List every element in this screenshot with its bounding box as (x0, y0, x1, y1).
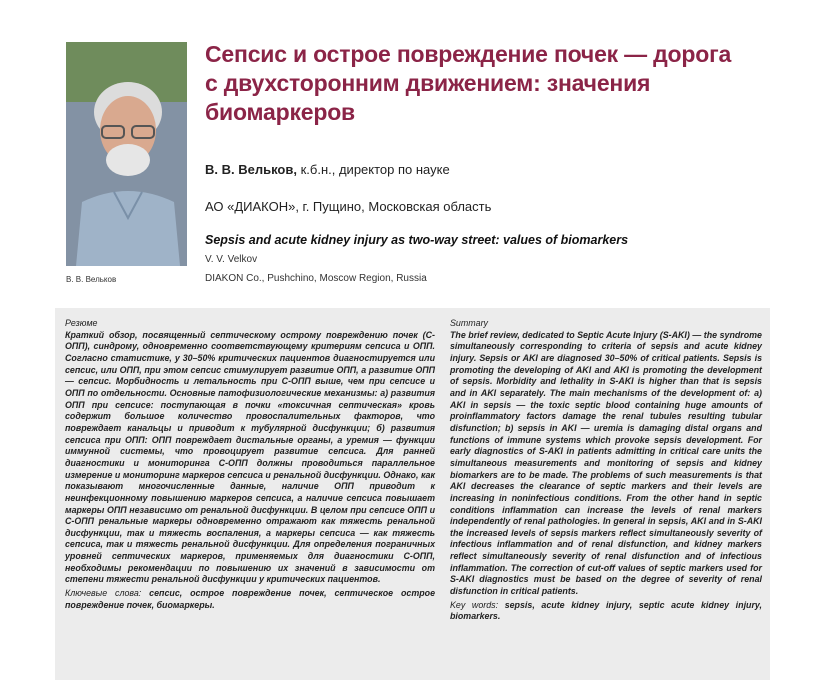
keywords-en (450, 600, 762, 623)
organization: АО «ДИАКОН», г. Пущино, Московская область (205, 199, 492, 214)
author-portrait-icon (66, 42, 187, 266)
keywords-ru-value: сепсис, острое повреждение почек, септическое острое повреждение почек, биомаркеры. (65, 588, 435, 610)
abstract-en (450, 318, 762, 623)
keywords-ru-label: Ключевые слова: (65, 588, 150, 599)
english-title: Sepsis and acute kidney injury as two-way street: values of biomarkers (205, 233, 629, 247)
photo-caption: В. В. Вельков (66, 275, 117, 284)
author-photo (66, 42, 187, 266)
english-author: V. V. Velkov (205, 254, 258, 265)
author-line (205, 162, 450, 177)
abstract-ru-heading: Резюме (65, 318, 98, 328)
keywords-en-value: sepsis, acute kidney injury, septic acute kidney injury, biomarkers. (450, 599, 762, 622)
author-name: В. В. Вельков, (205, 162, 297, 177)
abstract-ru-text: Краткий обзор, посвященный септическому острому повреждению почек (С-ОПП), синдрому, одновременно соответствующему критериям сепсиса и ОПП. Согласно статистике, у 30–50% критических пациентов диагностируется или сепсис, или ОПП, при этом сепсис стимулирует развитие ОПП, а развитие ОПП — сепсис. Морбидность и летальность при С-ОПП выше, чем при сепсисе и ОПП по отдельности. Основные патофизиологические механизмы: а) развития ОПП при сепсисе: поступающая в почки «токсичная септическая» кровь содержит большое количество провоспалительных факторов, что повреждает канальцы и приводит к тубулярной дисфункции; б) развития сепсиса при ОПП: ОПП повреждает дистальные органы, а уремия — функции иммунной системы, что провоцирует развитие сепсиса. Для ранней диагностики и мониторинга С-ОПП должны проводиться параллельное измерение и мониторинг маркеров сепсиса и ренальной дисфункции. Однако, как показывают многочисленные данные, наличие ОПП приводит к неинфекционному повышению маркеров сепсиса, а наличие сепсиса повышает маркеры ОПП независимо от ренальной дисфункции. В целом при сепсисе ОПП и С-ОПП ренальные маркеры одновременно отражают как тяжесть ренальной дисфункции, так и тяжесть воспаления, а маркеры сепсиса — как тяжесть сепсиса, так и тяжесть ренальной дисфункции. Для определения пограничных уровней септических маркеров, применяемых для диагностики С-ОПП, необходимы рекомендации по повышению их значений в зависимости от степени тяжести ренальной дисфункции у критических пациентов. (65, 329, 435, 585)
abstract-ru (65, 318, 435, 611)
author-role: к.б.н., директор по науке (296, 162, 450, 177)
keywords-en-label: Key words: (450, 599, 505, 610)
abstract-box (55, 308, 770, 680)
keywords-ru (65, 588, 435, 611)
abstract-en-text: The brief review, dedicated to Septic Acute Injury (S-AKI) — the syndrome simultaneously corresponding to criteria of sepsis and acute kidney injury. Sepsis or AKI are diagnosed 30–50% of critical patients. Sepsis is promoting the developing of AKI and AKI is promoting the development of sepsis. Morbidity and lethality in S-AKI is higher than that is sepsis and in AKI separately. The main mechanisms of the development of: a) AKI in sepsis — the toxic septic blood containing huge amounts of proinflammatory factors damage the renal tubules resulting tubular disfunction; b) sepsis in AKI — uremia is damaging distal organs and functions of immune systems which provoke sepsis development. For early diagnostics of S-AKI in patients admitting in critical care units the simultaneous measurements and monitoring of sepsis and kidney biomarkers are to be made. The problems of such measurements is that AKI decreases the clearance of septic markers and their levels are increasing in noninfectious conditions. From the other hand in septic conditions inflammation can increase the levels of renal markers independently of renal pathologies. In general in sepsis, AKI and in S-AKI the increased levels of sepsis markers reflect simultaneously severity of infectious inflammation and of renal disfunction, and kidney markers reflect simultaneously severity of renal disfunction and of infectious inflammation. The correction of cut-off values of septic markers used for S-AKI diagnostics must be based on the degree of severity of renal disfunction in critical patients. (450, 329, 762, 597)
article-title: Сепсис и острое повреждение почек — дорога с двухсторонним движением: значения биомаркеров (205, 41, 732, 125)
abstract-en-heading: Summary (450, 318, 488, 328)
english-organization: DIAKON Co., Pushchino, Moscow Region, Russia (205, 273, 427, 284)
